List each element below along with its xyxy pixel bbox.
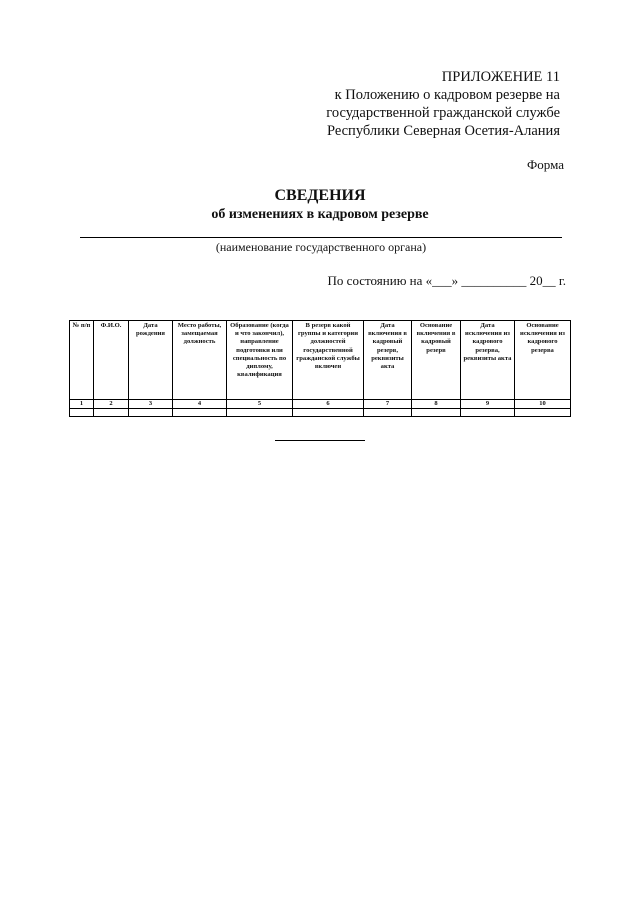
column-header: Дата рождения bbox=[129, 321, 173, 400]
column-number: 9 bbox=[461, 400, 515, 409]
column-number: 4 bbox=[173, 400, 227, 409]
table-header-row bbox=[70, 321, 571, 400]
table-cell bbox=[94, 409, 129, 417]
table-cell bbox=[129, 409, 173, 417]
appendix-line: Республики Северная Осетия-Алания bbox=[326, 123, 560, 139]
column-number: 1 bbox=[70, 400, 94, 409]
column-number: 6 bbox=[293, 400, 364, 409]
table-cell bbox=[227, 409, 293, 417]
organ-caption: (наименование государственного органа) bbox=[215, 240, 427, 254]
column-number-row bbox=[70, 400, 571, 409]
column-header: Основание исключения из кадрового резерва bbox=[515, 321, 571, 400]
appendix-line: к Положению о кадровом резерве на bbox=[334, 87, 560, 103]
column-number: 10 bbox=[515, 400, 571, 409]
column-header: Ф.И.О. bbox=[94, 321, 129, 400]
column-header: № п/п bbox=[70, 321, 94, 400]
reserve-changes-table bbox=[69, 320, 571, 417]
document-subtitle: об изменениях в кадровом резерве bbox=[211, 207, 429, 222]
appendix-block bbox=[260, 68, 560, 140]
table-cell bbox=[293, 409, 364, 417]
table-cell bbox=[70, 409, 94, 417]
column-header: Образование (когда и что закончил), направление подготовки или специальность по диплому, квалификация bbox=[227, 321, 293, 400]
column-header: Дата исключения из кадрового резерва, реквизиты акта bbox=[461, 321, 515, 400]
appendix-line: государственной гражданской службе bbox=[326, 105, 560, 121]
table-cell bbox=[412, 409, 461, 417]
column-number: 5 bbox=[227, 400, 293, 409]
status-date-line: По состоянию на «___» __________ 20__ г. bbox=[327, 273, 566, 288]
table-cell bbox=[461, 409, 515, 417]
column-number: 7 bbox=[364, 400, 412, 409]
column-header: Дата включения в кадровый резерв, реквизиты акта bbox=[364, 321, 412, 400]
table-row bbox=[70, 409, 571, 417]
end-separator-line bbox=[275, 440, 365, 441]
form-label: Форма bbox=[527, 157, 564, 172]
organ-name-line bbox=[80, 237, 562, 238]
table-cell bbox=[173, 409, 227, 417]
column-header: В резерв какой группы и категории должностей государственной гражданской службы включен bbox=[293, 321, 364, 400]
column-number: 2 bbox=[94, 400, 129, 409]
document-title: СВЕДЕНИЯ bbox=[274, 187, 366, 204]
column-number: 3 bbox=[129, 400, 173, 409]
column-header: Место работы, замещаемая должность bbox=[173, 321, 227, 400]
column-number: 8 bbox=[412, 400, 461, 409]
table-cell bbox=[515, 409, 571, 417]
column-header: Основание включения в кадровый резерв bbox=[412, 321, 461, 400]
appendix-line: ПРИЛОЖЕНИЕ 11 bbox=[441, 69, 560, 85]
table-cell bbox=[364, 409, 412, 417]
